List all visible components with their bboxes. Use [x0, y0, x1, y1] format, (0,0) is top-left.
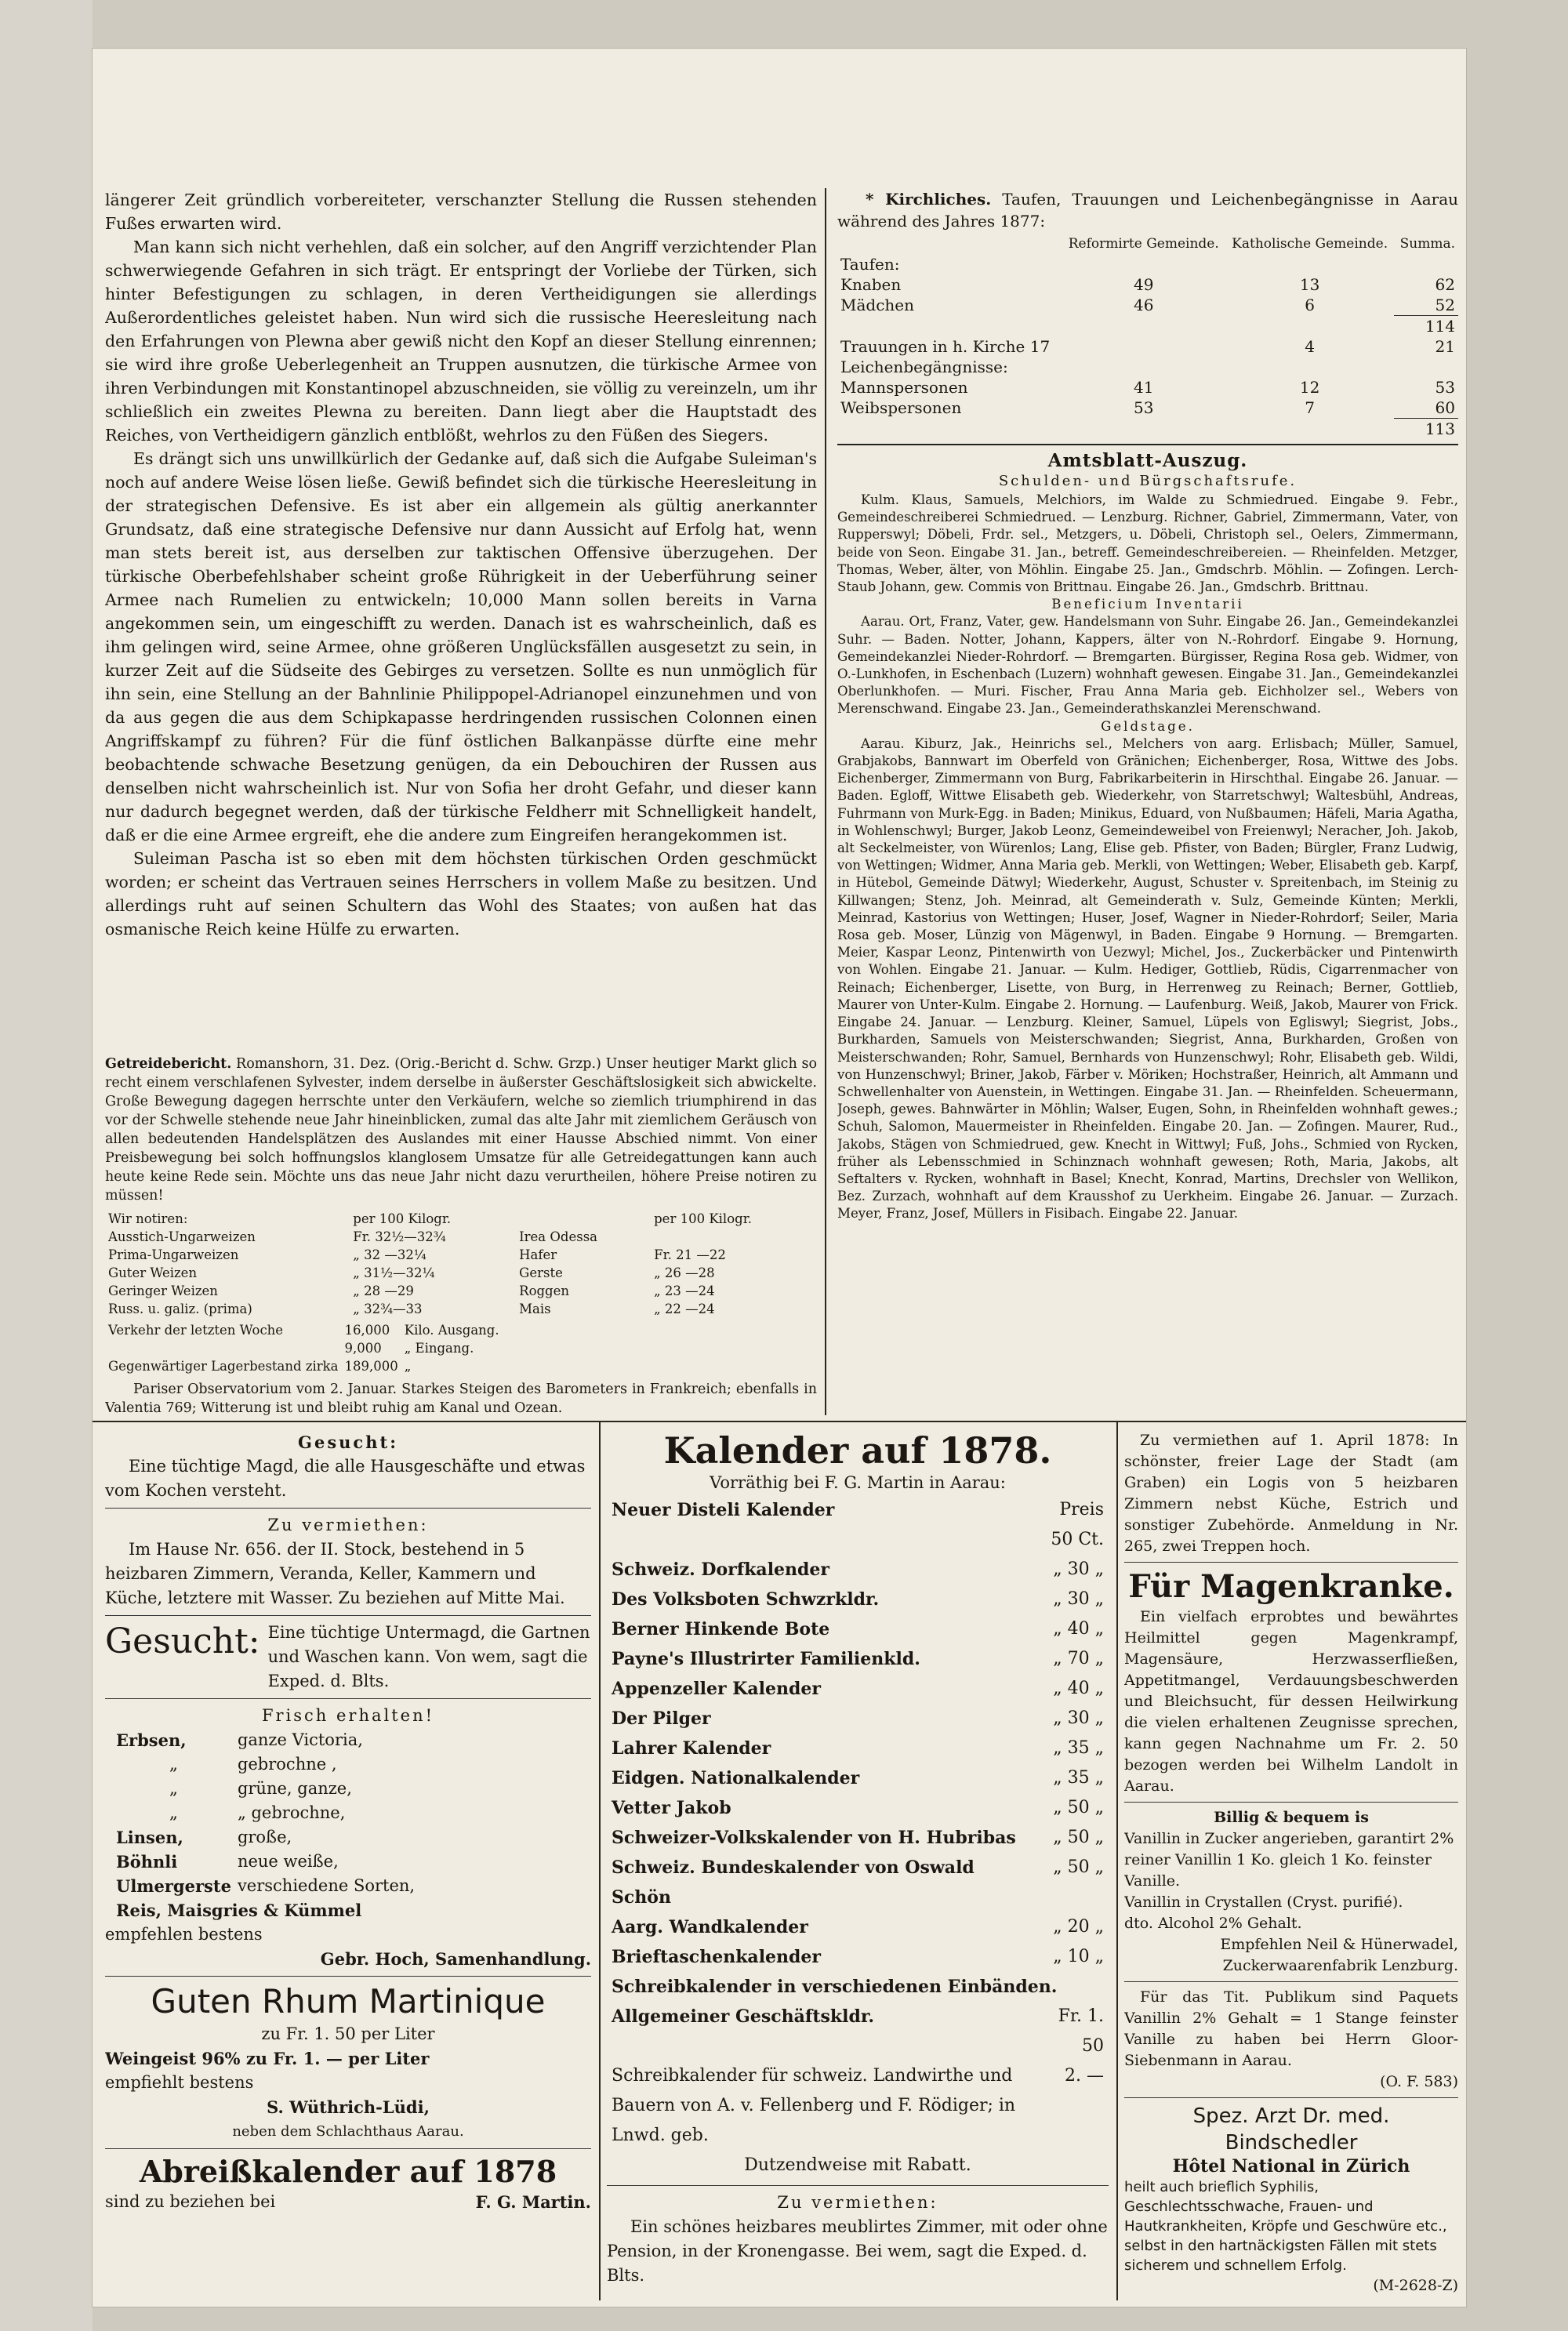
calendar-price: „ 70 „ [1053, 1649, 1104, 1668]
calendar-price: „ 40 „ [1053, 1679, 1104, 1698]
stats-header: Reformirte Gemeinde. [1068, 236, 1219, 252]
abreisskalender-title: Abreißkalender auf 1878 [139, 2154, 557, 2189]
calendar-price: „ 20 „ [1053, 1917, 1104, 1937]
stats-label: Mädchen [840, 296, 915, 314]
bindschedler-title: Spez. Arzt Dr. med. Bindschedler [1192, 2104, 1390, 2155]
geldstage-heading: Geldstage. [1101, 718, 1195, 734]
abreisskalender-seller: F. G. Martin. [475, 2192, 591, 2212]
wuethrich-address: neben dem Schlachthaus Aarau. [232, 2123, 464, 2140]
stats-value: 53 [1134, 398, 1154, 417]
produce-name: Ulmergerste [116, 1876, 231, 1896]
hoch-signature: Gebr. Hoch, Samenhandlung. [320, 1949, 591, 1969]
gesucht-big-text: Eine tüchtige Untermagd, die Gartnen und Waschen kann. Von wem, sagt die Exped. d. Blts. [267, 1623, 590, 1690]
amtsblatt-text: Kulm. Klaus, Samuels, Melchiors, im Walde zu Schmiedrued. Eingabe 9. Febr., Gemeindeschreiberei Schmiedrued. — Lenzburg. Richner, Gabriel, Zimmermann, Vater, von Rupperswyl; Döbeli, Frdr. sel., Metzgers, u. Döbeli, Christoph sel., Oelers, Zimmermann, beide von Seon. Eingabe 31. Jan., betreff. Gemeindeschreibereien. — Rheinfelden. Metzger, Thomas, Weber, älter, von Möhlin. Eingabe 25. Jan., Gmdschrb. Möhlin. — Zofingen. Lerch-Staub Johann, gew. Commis von Brittnau. Eingabe 26. Jan., Gmdschrb. Brittnau. [837, 492, 1458, 595]
calendar-name: Schreibkalender in verschiedenen Einbänden. [612, 1977, 1058, 1997]
ads-mid-column [607, 1430, 1109, 2288]
vanille-publikum-text: Für das Tit. Publikum sind Paquets Vanillin 2% Gehalt = 1 Stange feinster Vanille zu haben bei Herrn Gloor-Siebenmann in Aarau. [1124, 1988, 1458, 2069]
church-stats-table [837, 234, 1458, 439]
article-paragraph: längerer Zeit gründlich vorbereiteter, verschanzter Stellung die Russen stehenden Fußes erwarten wird. [105, 191, 817, 233]
traffic-label [105, 1339, 342, 1357]
stats-value: 49 [1134, 275, 1154, 294]
stats-value: 4 [1305, 337, 1315, 356]
stats-value: 7 [1305, 398, 1315, 417]
price-name: Roggen [519, 1284, 570, 1298]
calendar-price: „ 35 „ [1053, 1768, 1104, 1788]
vanillin-line: Vanillin in Crystallen (Cryst. purifié). [1124, 1893, 1403, 1911]
grain-report-text: Romanshorn, 31. Dez. (Orig.-Bericht d. Schw. Grzp.) Unser heutiger Markt glich so recht einem verschlafenen Sylvester, indem derselbe in äußerster Geschäftslosigkeit sich abwickelte. Große Bewegung dagegen herrschte unter den Verkäufern, welche so ziemlich triumphirend in das vor der Schwelle stehende neue Jahr hineinblicken, zumal das alte Jahr mit ziemlichem Geräusch von allen bedeutenden Handelsplätzen des Auslandes mit einer Hausse Abschied nimmt. Von einer Preisbewegung bei solch hoffnungslos klanglosem Umsatze für alle Getreidegattungen kann auch heute keine Rede sein. Möchte uns das neue Jahr nicht dazu verurtheilen, höhere Preise notiren zu müssen! [105, 1056, 817, 1204]
calendar-price: „ 50 „ [1053, 1828, 1104, 1847]
vanillin-line: Vanillin in Zucker angerieben, garantirt 2% reiner Vanillin 1 Ko. gleich 1 Ko. feinster Vanille. [1124, 1830, 1454, 1890]
price-name: Mais [519, 1302, 551, 1316]
price-value: Fr. 32½—32¾ [353, 1229, 446, 1244]
church-text: Taufen, Trauungen und Leichenbegängnisse in Aarau während des Jahres 1877: [837, 190, 1458, 231]
produce-list [113, 1728, 418, 1923]
kalender-subtitle: Vorräthig bei F. G. Martin in Aarau: [710, 1473, 1006, 1492]
price-name: Irea Odessa [519, 1229, 598, 1244]
calendar-name: Appenzeller Kalender [612, 1679, 821, 1699]
price-name: Geringer Weizen [108, 1284, 218, 1298]
price-value [651, 1228, 817, 1246]
gesucht-text: Eine tüchtige Magd, die alle Hausgeschäfte und etwas vom Kochen versteht. [105, 1457, 586, 1500]
prices-unit: per 100 Kilogr. [353, 1211, 452, 1226]
price-name: Hafer [519, 1247, 557, 1262]
prices-unit: per 100 Kilogr. [654, 1211, 753, 1226]
price-value: „ 22 —24 [654, 1302, 715, 1316]
traffic-label: Verkehr der letzten Woche [108, 1323, 284, 1338]
price-name: Ausstich-Ungarweizen [108, 1229, 256, 1244]
stats-label: Leichenbegängnisse: [840, 358, 1008, 376]
kalender-title: Kalender auf 1878. [663, 1430, 1052, 1472]
frisch-heading: Frisch erhalten! [261, 1706, 435, 1725]
stats-value: 53 [1435, 378, 1455, 397]
price-value: „ 28 —29 [353, 1284, 414, 1298]
ads-left-column [105, 1430, 591, 2214]
grain-report-heading: Getreidebericht. [105, 1056, 232, 1072]
price-value: „ 32 —32¼ [353, 1247, 426, 1262]
calendar-name: Aarg. Wandkalender [612, 1917, 808, 1937]
observatory-note: Pariser Observatorium vom 2. Januar. Starkes Steigen des Barometers in Frankreich; ebenfalls in Valentia 769; Witterung ist und bleibt ruhig am Kanal und Ozean. [105, 1382, 817, 1416]
beneficium-text: Aarau. Ort, Franz, Vater, gew. Handelsmann von Suhr. Eingabe 26. Jan., Gemeindekanzlei Suhr. — Baden. Notter, Johann, Kappers, älter von N.-Rohrdorf. Eingabe 9. Hornung, Gemeindekanzlei Nieder-Rohrdorf. — Bremgarten. Bürgisser, Regina Rosa geb. Widmer, von O.-Lunkhofen, in Eschenbach (Luzern) wohnhaft gewesen. Eingabe 31. Jan., Gemeindekanzlei Oberlunkhofen. — Muri. Fischer, Frau Anna Maria geb. Eichholzer sel., Webers von Merenschwand. Eingabe 23. Jan., Gemeinderathskanzlei Merenschwand. [837, 614, 1458, 717]
neil-huenerwadel: Empfehlen Neil & Hünerwadel, Zuckerwaarenfabrik Lenzburg. [1220, 1936, 1458, 1974]
calendar-price: Preis 50 Ct. [1051, 1500, 1104, 1549]
calendar-name: Allgemeiner Geschäftskldr. [612, 2006, 875, 2027]
gesucht-big-heading: Gesucht: [105, 1621, 260, 1661]
scan-margin [0, 0, 93, 2331]
calendar-name: Brieftaschenkalender [612, 1947, 822, 1967]
magenkranke-title: Für Magenkranke. [1128, 1568, 1454, 1605]
calendar-price: „ 30 „ [1053, 1589, 1104, 1609]
calendar-name: Vetter Jakob [612, 1798, 731, 1818]
calendar-name: Schweizer-Volkskalender von H. Hubribas [612, 1828, 1016, 1848]
stats-value: 62 [1435, 275, 1455, 294]
vanillin-line: dto. Alcohol 2% Gehalt. [1124, 1915, 1302, 1932]
billig-heading: Billig & bequem is [1214, 1809, 1369, 1826]
calendar-name: Lahrer Kalender [612, 1738, 771, 1759]
calendar-price: Fr. 1. 50 [1058, 2006, 1104, 2056]
stats-label: Mannspersonen [840, 378, 968, 397]
calendar-price: „ 30 „ [1053, 1708, 1104, 1728]
stats-value: 46 [1134, 296, 1154, 314]
stats-value: 21 [1435, 337, 1455, 356]
traffic-value: 189,000 [344, 1359, 398, 1374]
produce-name: Reis, Maisgries & Kümmel [116, 1901, 362, 1920]
geldstage-text: Aarau. Kiburz, Jak., Heinrichs sel., Melchers von aarg. Erlisbach; Müller, Samuel, Grabjakobs, Bannwart im Oberfeld von Gränichen; Eichenberger, Rosa, Wittwe des Jobs. Eichenberger, Zimmermann von Burg, Fabrikarbeiterin in Hirschthal. Eingabe 26. Januar. — Baden. Egloff, Wittwe Elisabeth geb. Wiederkehr, von Starretschwyl; Waltesbühl, Andreas, Fuhrmann von Murk-Egg. in Baden; Minikus, Eduard, von Nußbaumen; Häfeli, Maria Agatha, in Wohlenschwyl; Burger, Jakob Leonz, Gemeindeweibel von Freienwyl; Neracher, Joh. Jakob, alt Seckelmeister, von Würenlos; Lang, Elise geb. Pfister, von Baden; Bürgler, Franz Ludwig, von Wettingen; Widmer, Anna Maria geb. Merkli, von Wettingen; Weber, Elisabeth geb. Karpf, in Hütebol, Gemeinde Dätwyl; Wiederkehr, August, Schuster v. Spreitenbach, im Steinig zu Killwangen; Stenz, Joh. Meinrad, alt Gemeinderath v. Sulz, Gemeinde Künten; Merkli, Meinrad, Kastorius von Wettingen; Huser, Josef, Wagner in Nieder-Rohrdorf; Seiler, Maria Rosa geb. Moser, Lünzig von Mägenwyl, in Baden. Eingabe 9 Hornung. — Bremgarten. Meier, Kaspar Leonz, Pintenwirth von Uezwyl; Michel, Jos., Zuckerbäcker und Pintenwirth von Wohlen. Eingabe 21. Januar. — Kulm. Hediger, Gottlieb, Rüdis, Cigarrenmacher von Reinach; Eichenberger, Lisette, von Burg, in Herrenweg zu Reinach; Berner, Gottlieb, Maurer von Unter-Kulm. Eingabe 2. Hornung. — Laufenburg. Weiß, Jakob, Maurer von Frick. Eingabe 24. Januar. — Lenzburg. Kleiner, Samuel, Lüpels von Egliswyl; Siegrist, Jobs., Burkharden, Samuels von Meisterschwanden; Siegrist, Anna, Burkharden, Großen von Meisterschwanden; Rohr, Samuel, Bernhards von Hunzenschwyl; Rohr, Elisabeth geb. Wildi, von Hunzenschwyl; Briner, Jakob, Färber v. Möriken; Hochstraßer, Heinrich, alt Ammann und Schwellenhalter von Auenstein, in Wettingen. Eingabe 31. Jan. — Rheinfelden. Scheuermann, Joseph, gewes. Bahnwärter in Möhlin; Walser, Eugen, Sohn, in Rheinfelden wohnhaft gewes.; Schuh, Salomon, Mauermeister in Rheinfelden. Eingabe 20. Jan. — Zofingen. Maurer, Rud., Jakobs, Stägen von Schmiedrued, gew. Knecht in Wittwyl; Fuß, Johs., Schmied von Rycken, früher als Lebensschmied in Schinznach wohnhaft gewesen; Roth, Maria, Jakobs, alt Seftalters v. Rycken, wohnhaft in Basel; Knecht, Konrad, Martins, Drechsler von Wellikon, Bez. Zurzach, wohnhaft auf dem Krausshof zu Uerkheim. Eingabe 26. Januar. — Zurzach. Meyer, Franz, Josef, Müllers in Fisibach. Eingabe 22. Januar. [837, 735, 1458, 1222]
produce-detail: grüne, ganze, [237, 1779, 352, 1798]
rhum-price: zu Fr. 1. 50 per Liter [261, 2024, 435, 2043]
calendar-price: „ 10 „ [1053, 1947, 1104, 1966]
church-heading: * Kirchliches. [866, 190, 992, 209]
traffic-label: Gegenwärtiger Lagerbestand zirka [108, 1359, 339, 1374]
calendar-name: Des Volksboten Schwzrkldr. [612, 1589, 880, 1610]
price-value: „ 26 —28 [654, 1265, 715, 1280]
calendar-price: „ 35 „ [1053, 1738, 1104, 1758]
stats-value: 52 [1394, 295, 1458, 316]
produce-name: Linsen, [116, 1828, 183, 1847]
produce-detail: ganze Victoria, [237, 1730, 363, 1749]
price-value: „ 23 —24 [654, 1284, 715, 1298]
calendar-name: Schweiz. Dorfkalender [612, 1559, 830, 1580]
zuvermiethen-text: Im Hause Nr. 656. der II. Stock, bestehend in 5 heizbaren Zimmern, Veranda, Keller, Kammern und Küche, letztere mit Wasser. Zu beziehen auf Mitte Mai. [105, 1540, 565, 1607]
stats-header: Summa. [1399, 236, 1455, 252]
price-value: „ 32¾—33 [353, 1302, 423, 1316]
calendar-rabatt: Dutzendweise mit Rabatt. [744, 2155, 971, 2175]
wuethrich-name: S. Wüthrich-Lüdi, [267, 2097, 430, 2117]
price-table [105, 1210, 817, 1318]
section-divider [93, 1421, 1466, 1422]
price-name: Russ. u. galiz. (prima) [108, 1302, 252, 1316]
ads-divider [1116, 1422, 1118, 2300]
empfiehlt-text: empfiehlt bestens [105, 2073, 254, 2092]
weingeist-line: Weingeist 96% zu Fr. 1. — per Liter [105, 2049, 430, 2068]
article-column [105, 188, 817, 941]
calendar-price: „ 30 „ [1053, 1559, 1104, 1579]
calendar-name: Schreibkalender für schweiz. Landwirthe und Bauern von A. v. Fellenberg und F. Rödiger; in Lnwd. geb. [612, 2066, 1016, 2145]
calendar-name: Der Pilger [612, 1708, 711, 1729]
stats-label: Knaben [840, 275, 902, 294]
article-paragraph: Man kann sich nicht verhehlen, daß ein solcher, auf den Angriff verzichtender Plan schwerwiegende Gefahren in sich trägt. Er entspringt der Vorliebe der Türken, sich hinter Befestigungen zu schlagen, in deren Vertheidigungen sie allerdings Außerordentliches geleistet haben. Nun wird sich die russische Heeresleitung nach den Erfahrungen von Plewna aber gewiß nicht den Kopf an dieser Stellung einrennen; sie wird ihre große Ueberlegenheit an Truppen ausnutzen, die türkische Armee von ihren Verbindungen mit Konstantinopel abzuschneiden, sie völlig zu vereinzeln, um ihr schließlich ein zweites Plewna zu bereiten. Dann liegt aber die Hauptstadt des Reiches, von Vertheidigern gänzlich entblößt, wehrlos zu den Füßen des Siegers. [105, 238, 817, 445]
price-value: Fr. 21 —22 [654, 1247, 726, 1262]
hotel-national: Hôtel National in Zürich [1172, 2156, 1410, 2177]
produce-name: „ [169, 1803, 178, 1822]
traffic-kind: Kilo. Ausgang. [404, 1323, 499, 1338]
ads-divider [599, 1422, 601, 2300]
of-code: (O. F. 583) [1380, 2073, 1458, 2090]
newspaper-page [93, 49, 1466, 2307]
gesucht-heading: Gesucht: [298, 1432, 398, 1452]
stats-value: 12 [1299, 378, 1320, 397]
calendar-price: „ 40 „ [1053, 1619, 1104, 1639]
bindschedler-text: heilt auch brieflich Syphilis, Geschlechtsschwache, Frauen- und Hautkrankheiten, Kröpfe und Geschwüre etc., selbst in den hartnäckigsten Fällen mit stets sicherem und schnellem Erfolg. [1124, 2179, 1447, 2274]
stats-value: 6 [1305, 296, 1315, 314]
stats-total: 113 [1425, 419, 1455, 438]
amtsblatt-subtitle: Schulden- und Bürgschaftsrufe. [998, 473, 1298, 489]
traffic-table [105, 1321, 503, 1375]
stats-group-label: Taufen: [840, 255, 900, 274]
beneficium-heading: Beneficium Inventarii [1051, 597, 1244, 612]
traffic-kind: „ [404, 1359, 412, 1374]
zuvermiethen-right-text: Zu vermiethen auf 1. April 1878: In schönster, freier Lage der Stadt (am Graben) ein Logis von 5 heizbaren Zimmern nebst Küche, Estrich und sonstiger Zubehörde. Anmeldung in Nr. 265, zwei Treppen hoch. [1124, 1432, 1458, 1555]
traffic-value: 9,000 [344, 1341, 382, 1356]
calendar-name: Eidgen. Nationalkalender [612, 1768, 860, 1788]
notices-column [837, 188, 1458, 1223]
article-paragraph: Suleiman Pascha ist so eben mit dem höchsten türkischen Orden geschmückt worden; er scheint das Vertrauen seines Herrschers in vollem Maße zu besitzen. Und allerdings ruht auf seinen Schultern das Wohl des Staates; von außen hat das osmanische Reich keine Hülfe zu erwarten. [105, 849, 817, 939]
stats-value: 13 [1299, 275, 1320, 294]
article-paragraph: Es drängt sich uns unwillkürlich der Gedanke auf, daß sich die Aufgabe Suleiman's noch auf andere Weise lösen ließe. Gewiß befindet sich die türkische Heeresleitung in der strategischen Defensive. Es ist aber ein allgemein als gültig anerkannter Grundsatz, daß eine strategische Defensive nur dann Aussicht auf Erfolg hat, wenn man stets bereit ist, aus derselben zur taktischen Offensive überzugehen. Der türkische Oberbefehlshaber scheint große Rührigkeit in der Ueberführung seiner Armee nach Rumelien zu entwickeln; 10,000 Mann sollen bereits in Varna angekommen sein, um eingeschifft zu werden. Danach ist es wahrscheinlich, daß es ihm gelingen wird, seine Armee, ohne größeren Unglücksfällen ausgesetzt zu sein, in kurzer Zeit auf die Südseite des Gebirges zu versetzen. Sollte es nun unmöglich für ihn sein, eine Stellung an der Bahnlinie Philippopel-Adrianopel einzunehmen und von da aus gegen die aus dem Schipkapasse herdringenden russischen Colonnen einen Angriffskampf zu führen? Für die fünf östlichen Balkanpässe dürfte eine mehr beobachtende schwache Besetzung genügen, da ein Debouchiren der Russen aus denselben nicht wahrscheinlich ist. Nur von Sofia her droht Gefahr, und dieser kann nur dadurch begegnet werden, daß der türkische Feldherr mit Schnelligkeit handelt, daß er die eine Armee ergreift, ehe die andere zum Eingreifen herangekommen ist. [105, 449, 817, 844]
price-name: Guter Weizen [108, 1265, 198, 1280]
calendar-name: Berner Hinkende Bote [612, 1619, 830, 1639]
produce-name: „ [169, 1755, 178, 1774]
produce-detail: große, [237, 1828, 292, 1846]
stats-header: Katholische Gemeinde. [1232, 236, 1388, 252]
produce-name: „ [169, 1779, 178, 1798]
zuvermiethen-heading: Zu vermiethen: [267, 1516, 429, 1534]
amtsblatt-title: Amtsblatt-Auszug. [1047, 450, 1248, 471]
ads-right-column [1124, 1430, 1458, 2297]
calendar-price-list [607, 1495, 1109, 2180]
traffic-value: 16,000 [344, 1323, 390, 1338]
calendar-name: Payne's Illustrirter Familienkld. [612, 1649, 920, 1669]
calendar-price: „ 50 „ [1053, 1798, 1104, 1817]
price-name: Gerste [519, 1265, 563, 1280]
calendar-price: „ 50 „ [1053, 1857, 1104, 1877]
produce-detail: neue weiße, [237, 1852, 339, 1871]
stats-label: Weibspersonen [840, 398, 962, 417]
empfehlen-text: empfehlen bestens [105, 1925, 263, 1944]
calendar-name: Neuer Disteli Kalender [612, 1500, 835, 1520]
price-name: Prima-Ungarweizen [108, 1247, 239, 1262]
stats-total: 114 [1425, 317, 1455, 336]
produce-name: Böhnli [116, 1852, 178, 1872]
calendar-name: Schweiz. Bundeskalender von Oswald Schön [612, 1857, 975, 1908]
stats-value: 41 [1134, 378, 1154, 397]
magenkranke-text: Ein vielfach erprobtes und bewährtes Heilmittel gegen Magenkrampf, Magensäure, Herzwasserfließen, Appetitmangel, Verdauungsbeschwerden und Bleichsucht, für dessen Heilwirkung die vielen erhaltenen Zeugnisse sprechen, kann gegen Nachnahme um Fr. 2. 50 bezogen werden bei Wilhelm Landolt in Aarau. [1124, 1608, 1458, 1795]
abreisskalender-text: sind zu beziehen bei [105, 2192, 276, 2211]
zuvermiethen-mid-heading: Zu vermiethen: [777, 2193, 938, 2212]
rhum-title: Guten Rhum Martinique [151, 1982, 546, 2021]
column-divider [825, 188, 826, 1415]
produce-name: Erbsen, [116, 1730, 187, 1750]
traffic-kind: „ Eingang. [404, 1341, 474, 1356]
produce-detail: „ gebrochne, [237, 1803, 346, 1822]
m-code: (M-2628-Z) [1373, 2277, 1458, 2294]
produce-detail: gebrochne , [237, 1755, 337, 1774]
prices-intro: Wir notiren: [108, 1211, 188, 1226]
zuvermiethen-mid-text: Ein schönes heizbares meublirtes Zimmer, mit oder ohne Pension, in der Kronengasse. Bei wem, sagt die Exped. d. Blts. [607, 2217, 1108, 2285]
stats-label: Trauungen in h. Kirche 17 [840, 337, 1051, 356]
stats-value: 60 [1394, 398, 1458, 419]
produce-detail: verschiedene Sorten, [237, 1876, 416, 1895]
grain-report [105, 1055, 817, 1418]
price-value: „ 31½—32¼ [353, 1265, 435, 1280]
calendar-price: 2. — [1065, 2066, 1104, 2086]
